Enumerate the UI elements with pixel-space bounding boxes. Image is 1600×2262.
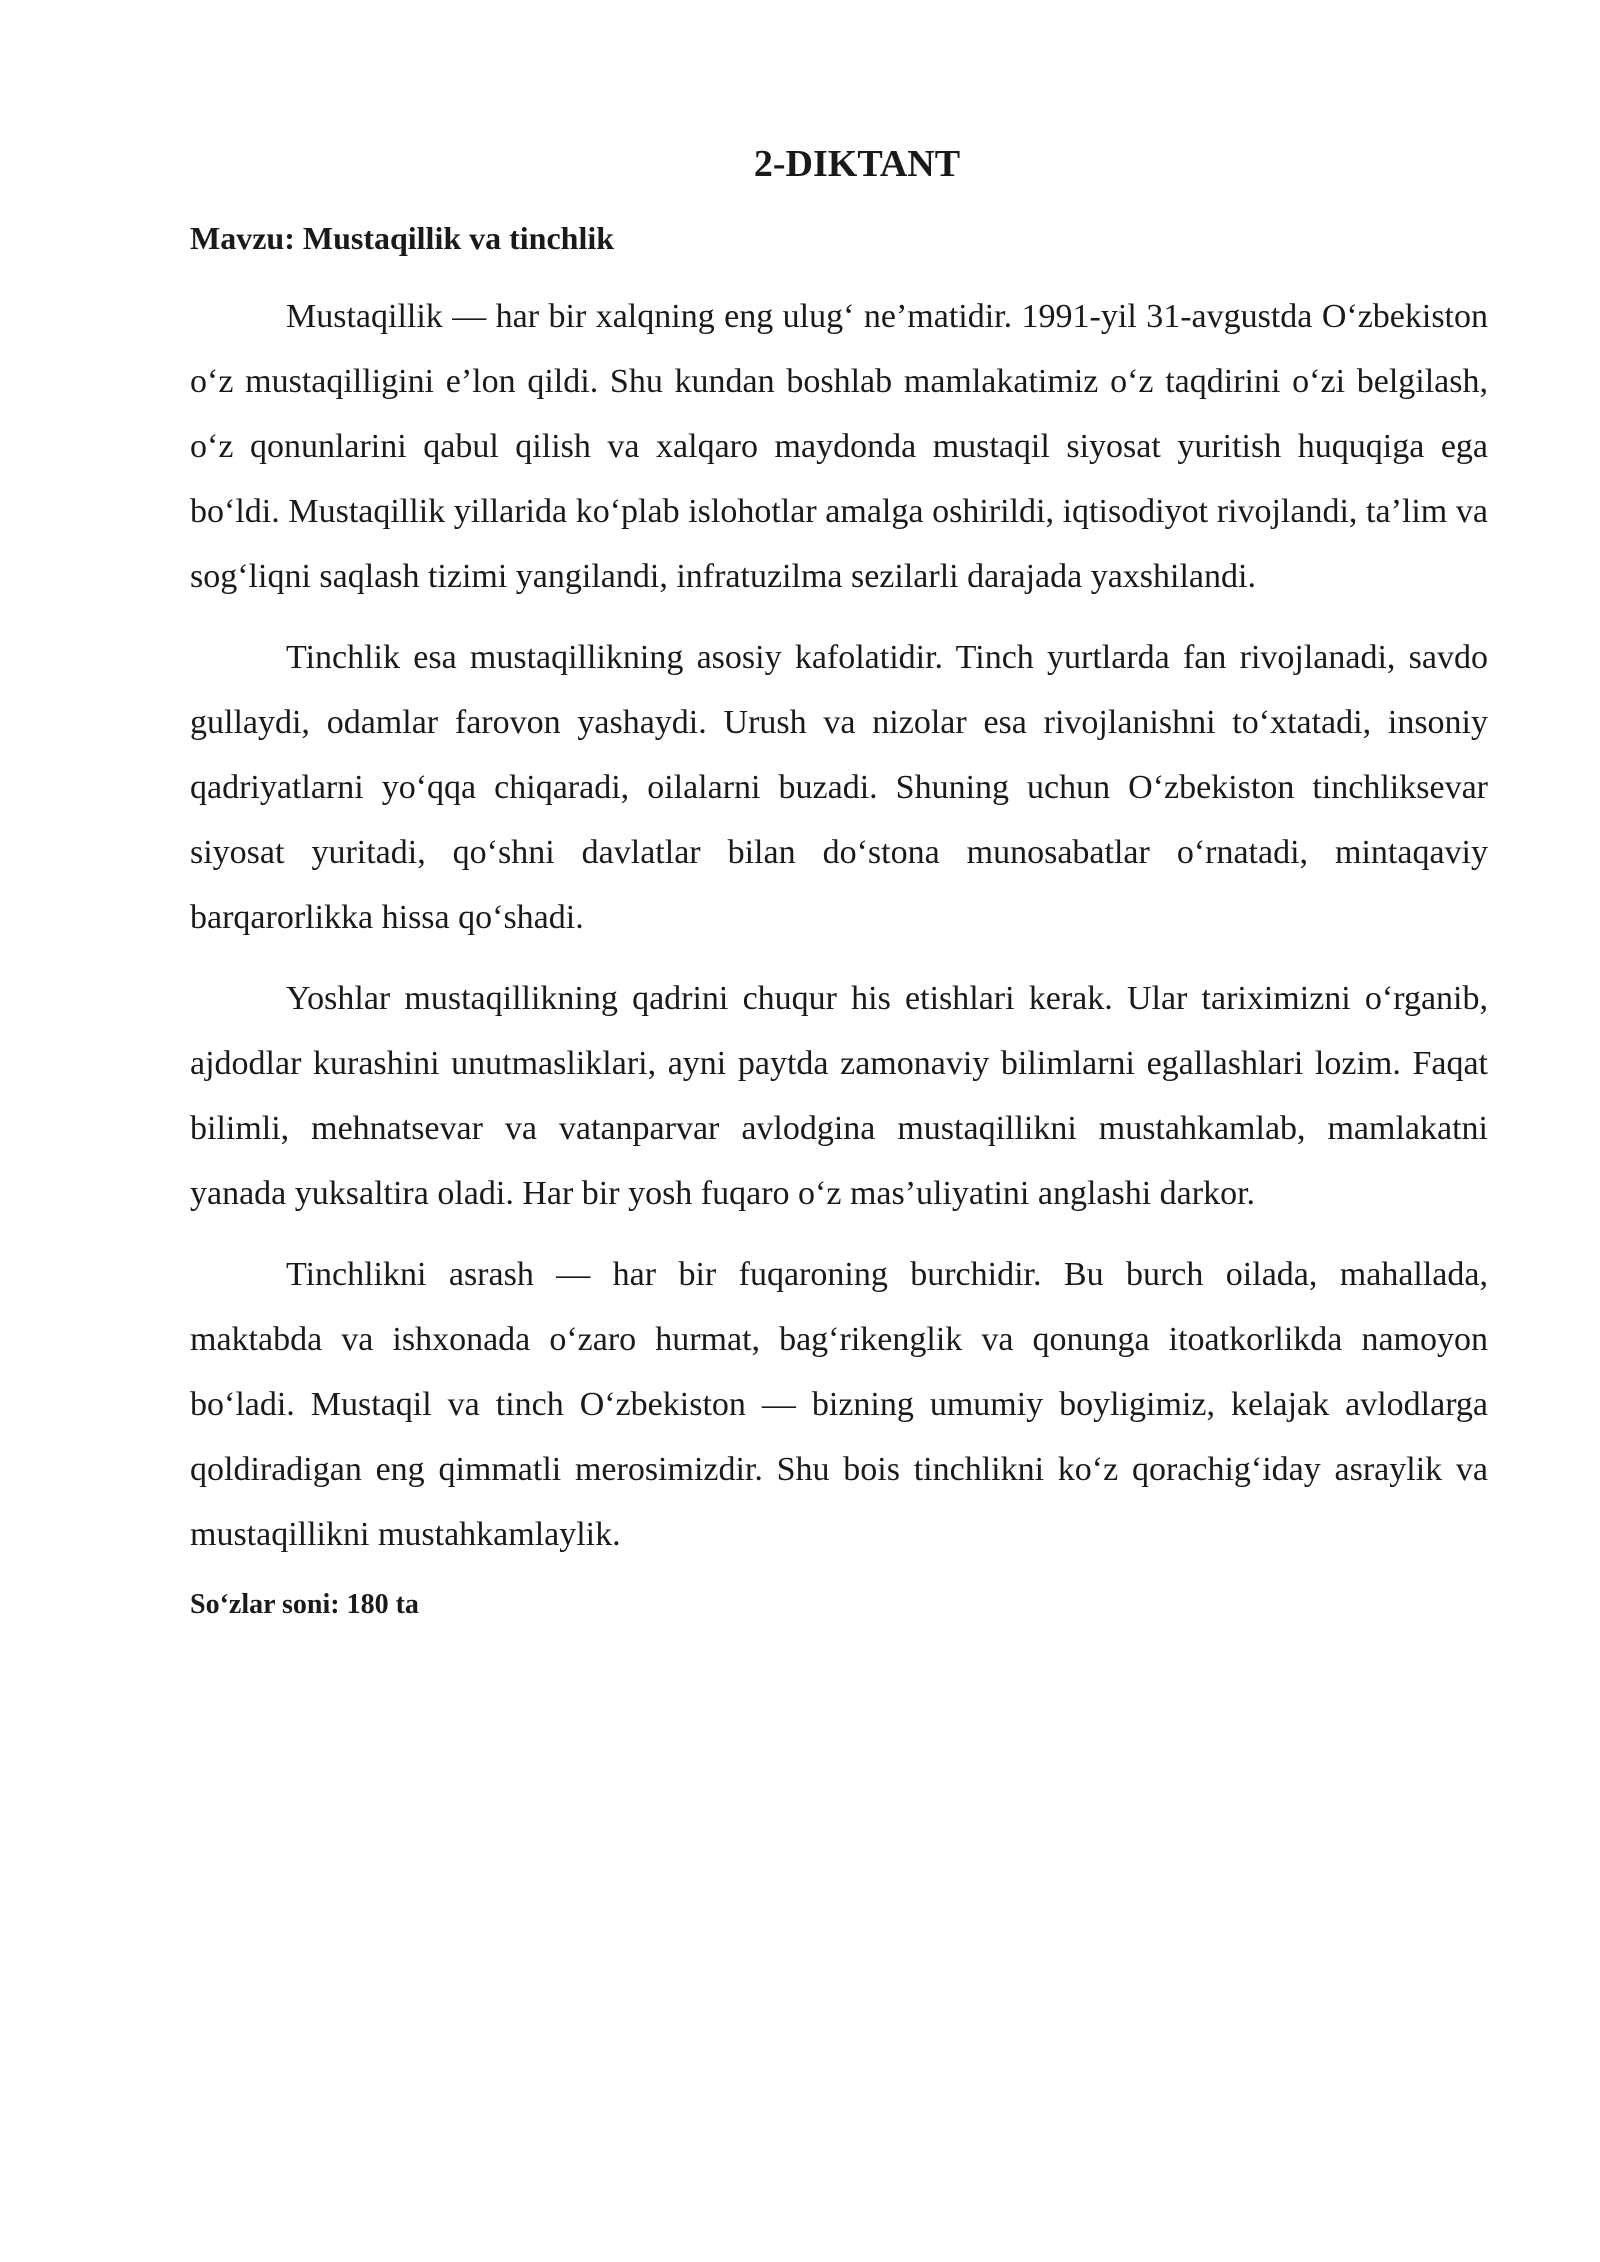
topic-heading: Mavzu: Mustaqillik va tinchlik [190,220,615,256]
document-title: 2-DIKTANT [753,143,961,185]
paragraph-2: Tinchlik esa mustaqillikning asosiy kafolatidir. Tinch yurtlarda fan rivojlanadi, savdo gullaydi, odamlar farovon yashaydi. Urush va nizolar esa rivojlanishni to‘xtatadi, insoniy qadriyatlarni yo‘qqa chiqaradi, oilalarni buzadi. Shuning uchun O‘zbekiston tinchliksevar siyosat yuritadi, qo‘shni davlatlar bilan do‘stona munosabatlar o‘rnatadi, mintaqaviy barqarorlikka hissa qo‘shadi. [190,639,1488,936]
paragraph-1: Mustaqillik — har bir xalqning eng ulug‘ ne’matidir. 1991-yil 31-avgustda O‘zbekiston o‘z mustaqilligini e’lon qildi. Shu kundan boshlab mamlakatimiz o‘z taqdirini o‘zi belgilash, o‘z qonunlarini qabul qilish va xalqaro maydonda mustaqil siyosat yuritish huquqiga ega bo‘ldi. Mustaqillik yillarida ko‘plab islohotlar amalga oshirildi, iqtisodiyot rivojlandi, ta’lim va sog‘liqni saqlash tizimi yangilandi, infratuzilma sezilarli darajada yaxshilandi. [190,298,1488,595]
paragraph-4: Tinchlikni asrash — har bir fuqaroning burchidir. Bu burch oilada, mahallada, maktabda va ishxonada o‘zaro hurmat, bag‘rikenglik va qonunga itoatkorlikda namoyon bo‘ladi. Mustaqil va tinch O‘zbekiston — bizning umumiy boyligimiz, kelajak avlodlarga qoldiradigan eng qimmatli merosimizdir. Shu bois tinchlikni ko‘z qorachig‘iday asraylik va mustaqillikni mustahkamlaylik. [190,1256,1488,1553]
paragraph-3: Yoshlar mustaqillikning qadrini chuqur his etishlari kerak. Ular tariximizni o‘rganib, ajdodlar kurashini unutmasliklari, ayni paytda zamonaviy bilimlarni egallashlari lozim. Faqat bilimli, mehnatsevar va vatanparvar avlodgina mustaqillikni mustahkamlab, mamlakatni yanada yuksaltira oladi. Har bir yosh fuqaro o‘z mas’uliyatini anglashi darkor. [190,980,1488,1212]
document-page [190,140,1488,1623]
word-count: So‘zlar soni: 180 ta [190,1589,419,1620]
